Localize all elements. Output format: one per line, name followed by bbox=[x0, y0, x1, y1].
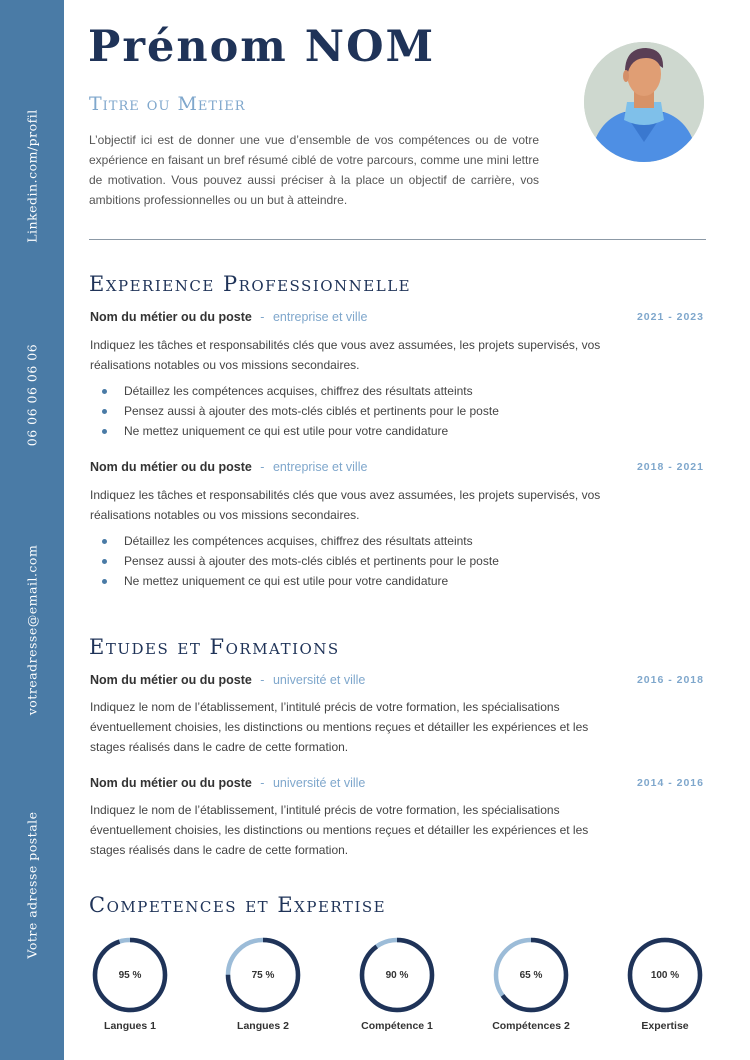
entry-role: Nom du métier ou du poste bbox=[90, 310, 252, 324]
entry-separator: - bbox=[260, 310, 265, 324]
entry-role: Nom du métier ou du poste bbox=[90, 460, 252, 474]
skill-percent: 65 % bbox=[519, 970, 543, 981]
skill-gauge bbox=[471, 936, 591, 1032]
skill-label: Compétence 1 bbox=[361, 1020, 433, 1032]
entry-organization: université et ville bbox=[272, 776, 366, 790]
entry-dates: 2014 - 2016 bbox=[636, 777, 704, 789]
list-item: Pensez aussi à ajouter des mots-clés ciblés et pertinents pour le poste bbox=[90, 551, 499, 571]
entry-dates: 2021 - 2023 bbox=[636, 311, 704, 323]
experience-entry-header bbox=[90, 310, 367, 324]
list-item: Pensez aussi à ajouter des mots-clés ciblés et pertinents pour le poste bbox=[90, 401, 499, 421]
avatar bbox=[584, 42, 704, 162]
email-address[interactable]: votreadresse@email.com bbox=[24, 544, 40, 716]
candidate-name: Prénom NOM bbox=[88, 22, 436, 72]
list-item: Détaillez les compétences acquises, chiffrez des résultats atteints bbox=[90, 381, 499, 401]
entry-description: Indiquez les tâches et responsabilités clés que vous avez assumées, les projets supervisés, vos réalisations notables ou vos missions secondaires. bbox=[90, 488, 601, 522]
entry-separator: - bbox=[260, 776, 265, 790]
education-entry-header bbox=[90, 673, 365, 687]
skill-percent: 90 % bbox=[385, 970, 409, 981]
job-title: Titre ou Metier bbox=[89, 93, 246, 115]
skill-label: Langues 2 bbox=[237, 1020, 289, 1032]
entry-separator: - bbox=[260, 460, 265, 474]
experience-section-title: Experience Professionnelle bbox=[89, 272, 412, 296]
skill-gauge bbox=[337, 936, 457, 1032]
header-divider bbox=[89, 239, 706, 240]
skill-gauge bbox=[70, 936, 190, 1032]
education-section-title: Etudes et Formations bbox=[89, 635, 340, 659]
entry-role: Nom du métier ou du poste bbox=[90, 776, 252, 790]
education-entry-header bbox=[90, 776, 365, 790]
skill-gauge bbox=[203, 936, 323, 1032]
list-item: Ne mettez uniquement ce qui est utile pour votre candidature bbox=[90, 421, 499, 441]
skill-label: Compétences 2 bbox=[492, 1020, 570, 1032]
contact-sidebar bbox=[0, 0, 64, 1060]
entry-role: Nom du métier ou du poste bbox=[90, 673, 252, 687]
skills-section-title: Competences et Expertise bbox=[89, 893, 387, 917]
skill-percent: 100 % bbox=[650, 970, 680, 981]
phone-number: 06 06 06 06 06 bbox=[24, 343, 40, 447]
skill-percent: 75 % bbox=[251, 970, 275, 981]
entry-separator: - bbox=[260, 673, 265, 687]
skill-percent: 95 % bbox=[118, 970, 142, 981]
entry-bullet-list bbox=[90, 531, 499, 591]
entry-organization: université et ville bbox=[272, 673, 366, 687]
entry-dates: 2016 - 2018 bbox=[636, 674, 704, 686]
entry-description: Indiquez les tâches et responsabilités clés que vous avez assumées, les projets supervisés, vos réalisations notables ou vos missions secondaires. bbox=[90, 338, 601, 372]
entry-bullet-list bbox=[90, 381, 499, 441]
postal-address: Votre adresse postale bbox=[24, 811, 40, 959]
entry-organization: entreprise et ville bbox=[272, 460, 368, 474]
skill-gauge bbox=[605, 936, 725, 1032]
list-item: Ne mettez uniquement ce qui est utile pour votre candidature bbox=[90, 571, 499, 591]
skill-label: Expertise bbox=[641, 1020, 689, 1032]
entry-organization: entreprise et ville bbox=[272, 310, 368, 324]
experience-entry-header bbox=[90, 460, 367, 474]
list-item: Détaillez les compétences acquises, chiffrez des résultats atteints bbox=[90, 531, 499, 551]
linkedin-link[interactable]: Linkedin.com/profil bbox=[24, 109, 40, 243]
entry-description: Indiquez le nom de l’établissement, l’intitulé précis de votre formation, les spécialisations éventuellement choisies, les distinctions ou mentions reçues et détailler les expériences et les stages réalisés dans le cadre de cette formation. bbox=[90, 803, 589, 857]
entry-dates: 2018 - 2021 bbox=[636, 461, 704, 473]
profile-summary: L’objectif ici est de donner une vue d’ensemble de vos compétences ou de votre expérience en faisant un bref résumé ciblé de votre parcours, comme une mini lettre de motivation. Vous pouvez aussi préciser à la place un objectif de carrière, vos ambitions professionnelles ou un but à atteindre. bbox=[89, 133, 539, 207]
person-icon bbox=[584, 42, 704, 162]
entry-description: Indiquez le nom de l’établissement, l’intitulé précis de votre formation, les spécialisations éventuellement choisies, les distinctions ou mentions reçues et détailler les expériences et les stages réalisés dans le cadre de cette formation. bbox=[90, 700, 589, 754]
skill-label: Langues 1 bbox=[104, 1020, 156, 1032]
